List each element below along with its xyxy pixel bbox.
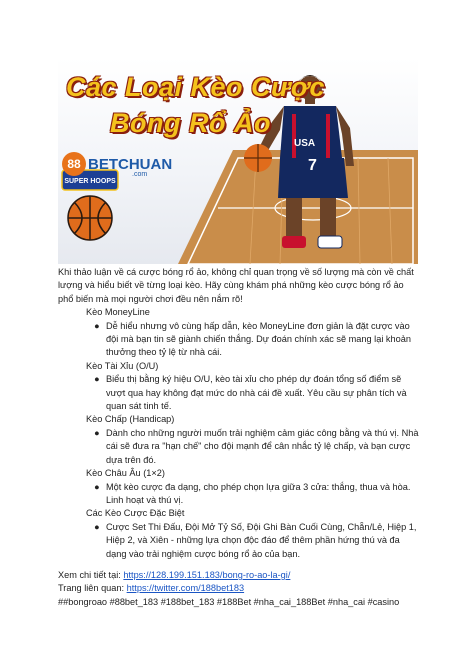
jersey-text: USA [294, 138, 316, 149]
section-bullet [58, 427, 420, 467]
section-heading: Các Kèo Cược Đặc Biệt [86, 508, 185, 519]
section-bullet [58, 521, 420, 561]
brand-domain: .com [132, 171, 148, 178]
bullet-icon: ● [94, 320, 100, 331]
bullet-icon: ● [94, 427, 100, 438]
hero-banner [58, 58, 418, 264]
section-heading: Kèo Tài Xỉu (O/U) [86, 360, 159, 371]
brand-name: BETCHUAN [88, 155, 173, 173]
intro-paragraph: Khi thảo luận về cá cược bóng rổ ảo, không chỉ quan trọng về số lượng mà còn về chất lượng và hiểu biết về từng loại kèo. Hãy cùng khám phá những kèo cược bóng rổ ảo phổ biến mà mọi người chơi đều nên nắm rõ! [58, 267, 414, 304]
banner-title-line2: Bóng Rổ Ảo [110, 108, 271, 138]
section-bullet [58, 320, 420, 360]
bullet-icon: ● [94, 374, 100, 385]
details-line [58, 569, 420, 582]
bullet-text: Dành cho những người muốn trải nghiệm cảm giác công bằng và thú vị. Nhà cái sẽ đưa ra "hạn chế" cho đội mạnh để cân nhắc tỷ lệ chấp, và bạn cược dựa trên đó. [106, 427, 419, 465]
jersey-number: 7 [308, 157, 317, 174]
related-link[interactable]: https://twitter.com/188bet183 [126, 583, 245, 594]
section-bullet [58, 481, 420, 508]
brand-logo [62, 152, 172, 176]
hoops-logo-text: SUPER HOOPS [64, 178, 116, 185]
related-line [58, 582, 420, 595]
bullet-text: Một kèo cược đa dạng, cho phép chọn lựa giữa 3 cửa: thắng, thua và hòa. Linh hoạt và thú vị. [106, 481, 411, 505]
hashtags: ##bongroao #88bet_183 #188bet_183 #188Bet #nha_cai_188Bet #nha_cai #casino [58, 596, 400, 607]
bullet-text: Biểu thị bằng ký hiệu O/U, kèo tài xỉu cho phép dự đoán tổng số điểm sẽ vượt qua hay không đạt mức do nhà cái đề xuất. Yêu cầu sự phân tích và quan sát tinh tế. [106, 374, 407, 412]
bullet-icon: ● [94, 481, 100, 492]
details-link[interactable]: https://128.199.151.183/bong-ro-ao-la-gi/ [123, 569, 291, 580]
bullet-text: Cược Set Thi Đấu, Đội Mở Tỷ Số, Đội Ghi Bàn Cuối Cùng, Chẵn/Lẻ, Hiệp 1, Hiệp 2, và Xiên - những lựa chọn độc đáo để thêm phần hứng thú và đa dạng vào trải nghiệm cược bóng rổ ảo của bạn. [106, 521, 417, 559]
bullet-text: Dễ hiểu nhưng vô cùng hấp dẫn, kèo MoneyLine đơn giản là đặt cược vào đội mà bạn tin sẽ giành chiến thắng. Dự đoán chính xác sẽ mang lại khoản thưởng theo tỷ lệ từ nhà cái. [106, 320, 411, 358]
section-heading: Kèo Chấp (Handicap) [86, 414, 175, 425]
brand-number: 88 [62, 152, 86, 176]
details-label: Xem chi tiết tại: [58, 569, 124, 580]
bullet-icon: ● [94, 521, 100, 532]
related-label: Trang liên quan: [58, 583, 127, 594]
banner-title-line1: Các Loại Kèo Cược [66, 72, 325, 102]
section-heading: Kèo Châu Âu (1×2) [86, 468, 165, 479]
article-body [58, 266, 420, 609]
section-bullet [58, 373, 420, 413]
section-heading: Kèo MoneyLine [86, 307, 150, 318]
